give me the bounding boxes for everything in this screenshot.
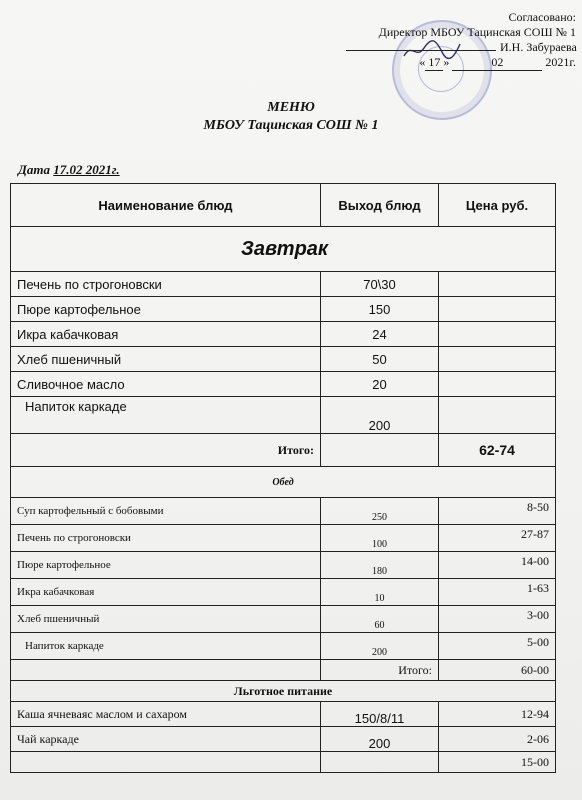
dish-name: Напиток каркаде [11, 633, 321, 660]
approval-signature-line [346, 40, 576, 55]
table-row [11, 347, 556, 372]
dish-yield: 150 [321, 297, 439, 322]
preferential-total-yield [321, 752, 439, 773]
dish-name: Суп картофельный с бобовыми [11, 498, 321, 525]
dish-price: 12-94 [439, 702, 556, 727]
dish-name: Напиток каркаде [11, 397, 321, 434]
dish-yield: 24 [321, 322, 439, 347]
table-row [11, 397, 556, 434]
section-preferential [11, 681, 556, 702]
table-row [11, 525, 556, 552]
table-row [11, 498, 556, 525]
table-row [11, 297, 556, 322]
dish-name: Печень по строгоновски [11, 272, 321, 297]
section-title-breakfast: Завтрак [11, 227, 556, 272]
dish-yield: 20 [321, 372, 439, 397]
header-yield: Выход блюд [321, 184, 439, 227]
section-title-preferential: Льготное питание [11, 681, 556, 702]
dish-yield: 10 [321, 579, 439, 606]
preferential-total-row [11, 752, 556, 773]
approval-block [346, 10, 576, 71]
table-row [11, 727, 556, 752]
approval-heading: Согласовано: [508, 10, 576, 24]
preferential-total-blank [11, 752, 321, 773]
dish-yield: 70\30 [321, 272, 439, 297]
dish-price [439, 347, 556, 372]
section-breakfast [11, 227, 556, 272]
dish-yield: 150/8/11 [321, 702, 439, 727]
breakfast-total-row [11, 434, 556, 467]
dish-price [439, 322, 556, 347]
dish-name: Пюре картофельное [11, 297, 321, 322]
breakfast-total-yield [321, 434, 439, 467]
table-row [11, 702, 556, 727]
dish-name: Чай каркаде [11, 727, 321, 752]
table-row [11, 372, 556, 397]
lunch-total-row [11, 660, 556, 681]
dish-yield: 100 [321, 525, 439, 552]
breakfast-total-label: Итого: [11, 434, 321, 467]
dish-name: Каша ячневаяс маслом и сахаром [11, 702, 321, 727]
dish-yield: 60 [321, 606, 439, 633]
page-subtitle: МБОУ Тацинская СОШ № 1 [203, 118, 379, 133]
menu-date-value: 17.02 2021г. [53, 162, 120, 177]
dish-price [439, 397, 556, 434]
dish-name: Сливочное масло [11, 372, 321, 397]
dish-name: Хлеб пшеничный [11, 606, 321, 633]
table-header-row [11, 184, 556, 227]
approval-date-day: 17 [425, 55, 443, 71]
menu-date [18, 162, 120, 178]
table-row [11, 606, 556, 633]
dish-name: Хлеб пшеничный [11, 347, 321, 372]
table-row [11, 322, 556, 347]
approval-date-month: 02 [452, 55, 542, 71]
dish-price: 1-63 [439, 579, 556, 606]
lunch-total-blank [11, 660, 321, 681]
lunch-total-label: Итого: [321, 660, 439, 681]
table-row [11, 633, 556, 660]
preferential-total-price: 15-00 [439, 752, 556, 773]
dish-price [439, 272, 556, 297]
dish-yield: 180 [321, 552, 439, 579]
dish-price [439, 297, 556, 322]
header-name: Наименование блюд [11, 184, 321, 227]
section-lunch [11, 467, 556, 498]
menu-date-label: Дата [18, 162, 50, 177]
header-price: Цена руб. [439, 184, 556, 227]
dish-yield: 250 [321, 498, 439, 525]
dish-name: Икра кабачковая [11, 322, 321, 347]
dish-price: 5-00 [439, 633, 556, 660]
approval-date [419, 55, 576, 71]
dish-price: 2-06 [439, 727, 556, 752]
menu-table [10, 183, 556, 773]
dish-yield: 200 [321, 397, 439, 434]
section-title-lunch: Обед [11, 467, 556, 498]
dish-name: Печень по строгоновски [11, 525, 321, 552]
table-row [11, 272, 556, 297]
dish-price: 27-87 [439, 525, 556, 552]
table-row [11, 552, 556, 579]
table-row [11, 579, 556, 606]
dish-yield: 200 [321, 727, 439, 752]
lunch-total-price: 60-00 [439, 660, 556, 681]
dish-price [439, 372, 556, 397]
approval-date-year: 2021г. [545, 55, 576, 69]
dish-name: Пюре картофельное [11, 552, 321, 579]
dish-price: 3-00 [439, 606, 556, 633]
dish-yield: 50 [321, 347, 439, 372]
dish-price: 8-50 [439, 498, 556, 525]
approval-date-quote-close: » [443, 55, 450, 69]
breakfast-total-price: 62-74 [439, 434, 556, 467]
dish-price: 14-00 [439, 552, 556, 579]
page-title: МЕНЮ [267, 100, 315, 115]
approval-date-quote-open: « [419, 55, 426, 69]
approval-director-name: И.Н. Забураева [500, 40, 577, 54]
dish-yield: 200 [321, 633, 439, 660]
dish-name: Икра кабачковая [11, 579, 321, 606]
approval-director: Директор МБОУ Тацинская СОШ № 1 [378, 25, 576, 39]
